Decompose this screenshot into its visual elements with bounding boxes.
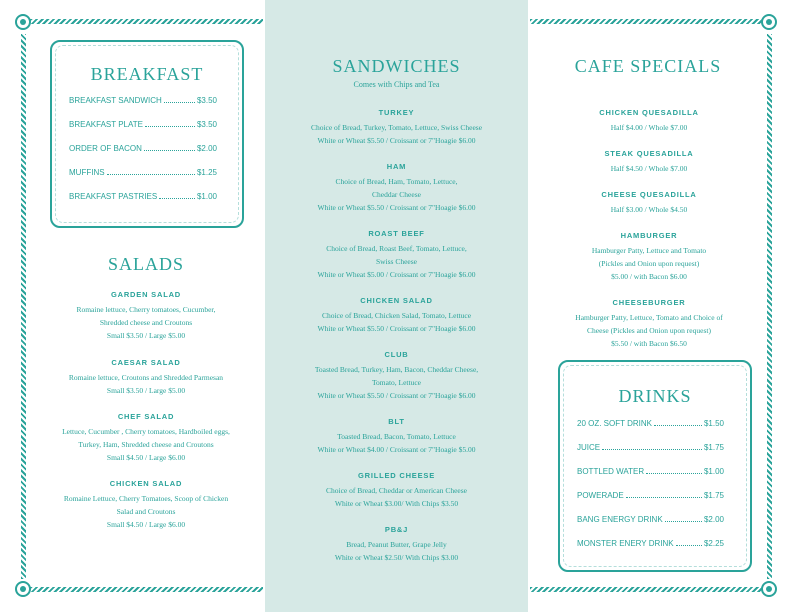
menu-item-row bbox=[577, 419, 724, 428]
menu-item-name: CHICKEN SALAD bbox=[360, 296, 433, 305]
menu-item-name: BANG ENERGY DRINK bbox=[577, 515, 663, 524]
menu-item-name: HAMBURGER bbox=[620, 231, 678, 240]
menu-item-name: BREAKFAST PLATE bbox=[69, 120, 143, 129]
menu-item-description: White or Wheat $5.00 / Croissant or 7"Hoagie $6.00 bbox=[317, 270, 476, 279]
menu-item-name: BREAKFAST PASTRIES bbox=[69, 192, 158, 201]
menu-item bbox=[275, 162, 518, 214]
menu-item bbox=[275, 108, 518, 147]
menu-item-description: Small $4.50 / Large $6.00 bbox=[106, 520, 186, 529]
menu-item-description: (Pickles and Onion upon request) bbox=[598, 259, 700, 268]
dot-leader bbox=[646, 473, 702, 474]
salads-title: SALADS bbox=[107, 254, 184, 274]
top-rope-border bbox=[530, 19, 762, 24]
menu-item bbox=[540, 231, 758, 283]
menu-item-price: $1.00 bbox=[703, 467, 724, 476]
menu-item-description: Cheddar Cheese bbox=[372, 190, 421, 199]
menu-item bbox=[275, 471, 518, 510]
menu-item bbox=[275, 350, 518, 402]
menu-item bbox=[275, 525, 518, 564]
menu-item bbox=[275, 296, 518, 335]
menu-item-row bbox=[577, 491, 724, 500]
menu-item-name: POWERADE bbox=[577, 491, 624, 500]
corner-ornament-icon bbox=[15, 581, 31, 597]
menu-item-price: $1.25 bbox=[196, 168, 217, 177]
menu-item-row bbox=[577, 539, 724, 548]
menu-item-name: CHEESEBURGER bbox=[612, 298, 686, 307]
menu-item-price: $2.25 bbox=[703, 539, 724, 548]
menu-item bbox=[540, 108, 758, 134]
menu-item-row bbox=[69, 120, 217, 129]
bottom-rope-border bbox=[530, 587, 762, 592]
menu-item-price: $3.50 bbox=[196, 96, 217, 105]
menu-item-name: CHEESE QUESADILLA bbox=[601, 190, 697, 199]
right-rope-border bbox=[767, 34, 772, 579]
menu-item-description: Choice of Bread, Cheddar or American Cheese bbox=[326, 486, 467, 495]
menu-item-name: 20 OZ. SOFT DRINK bbox=[577, 419, 652, 428]
menu-item-row bbox=[69, 192, 217, 201]
menu-item-name: GARDEN SALAD bbox=[110, 290, 182, 299]
menu-item-description: Choice of Bread, Turkey, Tomato, Lettuce, Swiss Cheese bbox=[310, 123, 483, 132]
menu-item-name: PB&J bbox=[384, 525, 409, 534]
menu-item-description: Cheese (Pickles and Onion upon request) bbox=[587, 326, 711, 335]
bottom-rope-border bbox=[30, 587, 263, 592]
menu-item-description: Small $3.50 / Large $5.00 bbox=[106, 386, 186, 395]
menu-item-description: White or Wheat $5.50 / Croissant or 7"Hoagie $6.00 bbox=[317, 324, 476, 333]
menu-item-description: Turkey, Ham, Shredded cheese and Croutons bbox=[78, 440, 214, 449]
menu-item-price: $2.00 bbox=[196, 144, 217, 153]
menu-item-description: Swiss Cheese bbox=[375, 257, 418, 266]
menu-item-description: White or Wheat $5.50 / Croissant or 7"Hoagie $6.00 bbox=[317, 391, 476, 400]
menu-item-price: $1.75 bbox=[703, 491, 724, 500]
menu-item-description: White or Wheat $3.00/ With Chips $3.50 bbox=[334, 499, 459, 508]
drinks-title: DRINKS bbox=[618, 386, 692, 406]
menu-item-description: White or Wheat $5.50 / Croissant or 7"Hoagie $6.00 bbox=[317, 136, 476, 145]
corner-ornament-icon bbox=[15, 14, 31, 30]
menu-item bbox=[540, 149, 758, 175]
menu-item-name: BLT bbox=[388, 417, 405, 426]
menu-item-description: Half $4.00 / Whole $7.00 bbox=[610, 123, 688, 132]
menu-item-row bbox=[69, 168, 217, 177]
menu-item bbox=[40, 358, 252, 397]
menu-item-description: White or Wheat $5.50 / Croissant or 7"Hoagie $6.00 bbox=[317, 203, 476, 212]
menu-item-description: Tomato, Lettuce bbox=[371, 378, 422, 387]
menu-item-description: Lettuce, Cucumber , Cherry tomatoes, Hardboiled eggs, bbox=[62, 427, 230, 436]
menu-item-name: JUICE bbox=[577, 443, 601, 452]
menu-item-description: Small $3.50 / Large $5.00 bbox=[106, 331, 186, 340]
menu-item-name: CHEF SALAD bbox=[117, 412, 175, 421]
menu-item-description: White or Wheat $4.00 / Croissant or 7"Hoagie $5.00 bbox=[317, 445, 476, 454]
menu-item-name: GRILLED CHEESE bbox=[357, 471, 436, 480]
menu-item-price: $1.75 bbox=[703, 443, 724, 452]
menu-item-description: Salad and Croutons bbox=[116, 507, 176, 516]
menu-item-name: CHICKEN SALAD bbox=[109, 479, 183, 488]
menu-item-description: Toasted Bread, Turkey, Ham, Bacon, Cheddar Cheese, bbox=[314, 365, 479, 374]
menu-item-description: White or Wheat $2.50/ With Chips $3.00 bbox=[334, 553, 459, 562]
menu-item-price: $1.50 bbox=[703, 419, 724, 428]
menu-item-description: Choice of Bread, Ham, Tomato, Lettuce, bbox=[335, 177, 458, 186]
menu-item-row bbox=[69, 96, 217, 105]
menu-item-row bbox=[577, 515, 724, 524]
menu-item-name: BREAKFAST SANDWICH bbox=[69, 96, 162, 105]
corner-ornament-icon bbox=[761, 14, 777, 30]
menu-item-price: $3.50 bbox=[196, 120, 217, 129]
menu-item-row bbox=[577, 443, 724, 452]
dot-leader bbox=[145, 126, 195, 127]
dot-leader bbox=[159, 198, 195, 199]
menu-item-price: $1.00 bbox=[196, 192, 217, 201]
menu-item-row bbox=[577, 467, 724, 476]
dot-leader bbox=[144, 150, 195, 151]
menu-item-description: Half $4.50 / Whole $7.00 bbox=[610, 164, 688, 173]
menu-item bbox=[40, 290, 252, 342]
menu-item-description: Small $4.50 / Large $6.00 bbox=[106, 453, 186, 462]
menu-item-name: CAESAR SALAD bbox=[111, 358, 181, 367]
menu-item-description: Romaine lettuce, Croutons and Shredded Parmesan bbox=[68, 373, 224, 382]
menu-item-description: Choice of Bread, Chicken Salad, Tomato, Lettuce bbox=[321, 311, 472, 320]
menu-item-name: HAM bbox=[386, 162, 407, 171]
menu-item bbox=[275, 417, 518, 456]
menu-item bbox=[540, 298, 758, 350]
menu-item-name: STEAK QUESADILLA bbox=[604, 149, 694, 158]
menu-item-name: MUFFINS bbox=[69, 168, 105, 177]
dot-leader bbox=[602, 449, 702, 450]
top-rope-border bbox=[30, 19, 263, 24]
menu-item-name: CLUB bbox=[384, 350, 409, 359]
menu-item-description: Romaine lettuce, Cherry tomatoes, Cucumber, bbox=[76, 305, 216, 314]
menu-item-description: Half $3.00 / Whole $4.50 bbox=[610, 205, 688, 214]
sandwiches-title: SANDWICHES bbox=[332, 56, 461, 76]
menu-item-description: Choice of Bread, Roast Beef, Tomato, Lettuce, bbox=[326, 244, 467, 253]
corner-ornament-icon bbox=[761, 581, 777, 597]
menu-item-price: $2.00 bbox=[703, 515, 724, 524]
sandwiches-subtitle: Comes with Chips and Tea bbox=[353, 80, 440, 89]
breakfast-title: BREAKFAST bbox=[90, 64, 204, 84]
menu-item-row bbox=[69, 144, 217, 153]
dot-leader bbox=[626, 497, 702, 498]
menu-item bbox=[40, 479, 252, 531]
dot-leader bbox=[665, 521, 702, 522]
left-rope-border bbox=[21, 34, 26, 579]
menu-item-name: ROAST BEEF bbox=[368, 229, 425, 238]
menu-item-description: Romaine Lettuce, Cherry Tomatoes, Scoop of Chicken bbox=[63, 494, 229, 503]
menu-item-description: Hamburger Patty, Lettuce, Tomato and Choice of bbox=[575, 313, 723, 322]
dot-leader bbox=[654, 425, 702, 426]
menu-item-name: TURKEY bbox=[378, 108, 415, 117]
menu-item-name: ORDER OF BACON bbox=[69, 144, 142, 153]
menu-item-name: BOTTLED WATER bbox=[577, 467, 645, 476]
menu-item-description: $5.50 / with Bacon $6.50 bbox=[611, 339, 687, 348]
menu-item-description: Bread, Peanut Butter, Grape Jelly bbox=[346, 540, 447, 549]
menu-item-description: Hamburger Patty, Lettuce and Tomato bbox=[591, 246, 707, 255]
cafe-specials-title: CAFE SPECIALS bbox=[574, 56, 722, 76]
dot-leader bbox=[676, 545, 702, 546]
menu-item bbox=[540, 190, 758, 216]
menu-item-name: CHICKEN QUESADILLA bbox=[599, 108, 699, 117]
menu-item-description: Shredded cheese and Croutons bbox=[99, 318, 193, 327]
menu-item-name: MONSTER ENERY DRINK bbox=[577, 539, 674, 548]
dot-leader bbox=[164, 102, 195, 103]
menu-item bbox=[275, 229, 518, 281]
dot-leader bbox=[107, 174, 195, 175]
menu-item-description: $5.00 / with Bacon $6.00 bbox=[611, 272, 687, 281]
menu-item bbox=[40, 412, 252, 464]
menu-item-description: Toasted Bread, Bacon, Tomato, Lettuce bbox=[337, 432, 456, 441]
